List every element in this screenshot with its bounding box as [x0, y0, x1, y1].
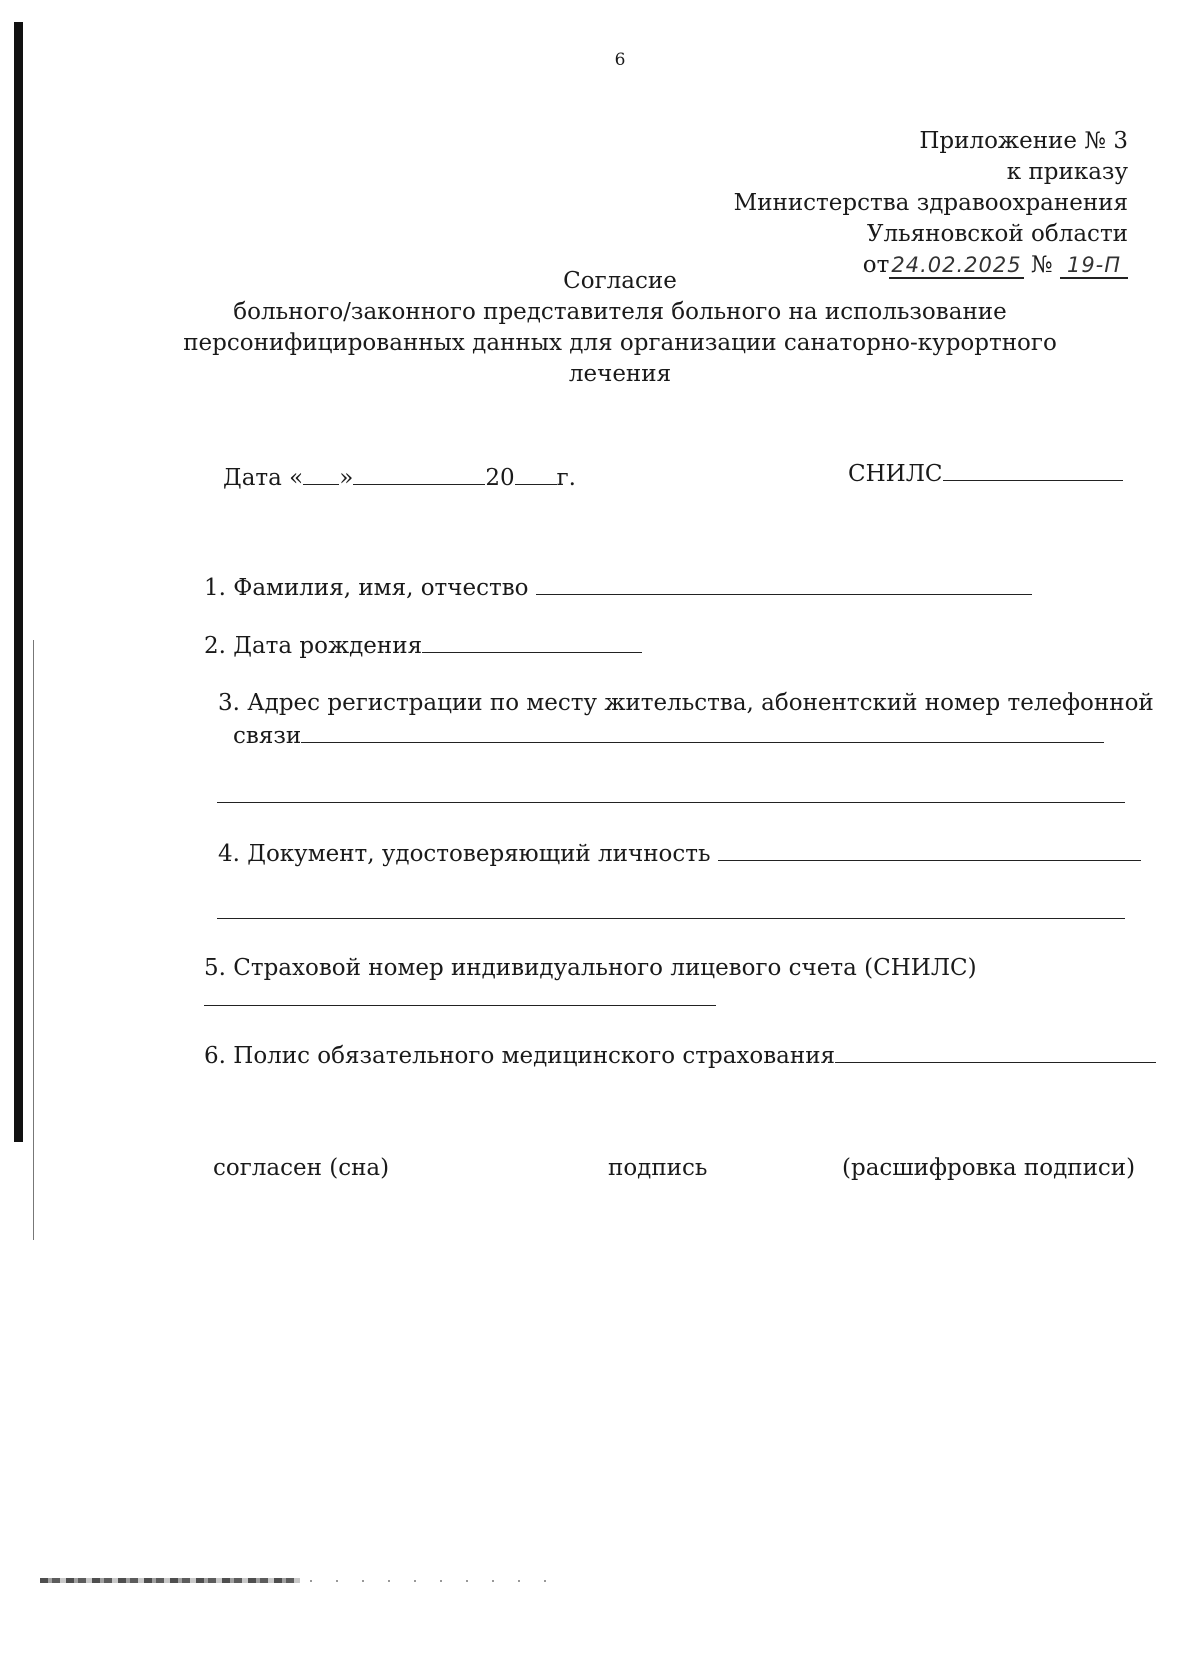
date-year-suffix: г. [556, 465, 576, 491]
title-line-1: Согласие [563, 268, 677, 294]
snils-field-line[interactable] [204, 1005, 716, 1006]
field-address-line1 [218, 688, 1154, 718]
decode-label: (расшифровка подписи) [842, 1155, 1136, 1181]
identity-document-blank[interactable] [718, 838, 1141, 861]
date-year-blank[interactable] [515, 462, 557, 485]
appendix-region: Ульяновской области [866, 221, 1128, 247]
snils-field-label: 5. Страховой номер индивидуального лицевого счета (СНИЛС) [204, 955, 977, 981]
scan-artifact-dots [310, 1580, 560, 1582]
address-label: 3. Адрес регистрации по месту жительства, абонентский номер телефонной [218, 690, 1154, 716]
title-line-2: больного/законного представителя больного на использование [233, 299, 1007, 325]
agree-label: согласен (сна) [213, 1155, 390, 1181]
snils-blank[interactable] [943, 458, 1123, 481]
appendix-header [734, 126, 1128, 281]
order-number-handwritten: 19-П [1060, 253, 1128, 279]
insurance-policy-blank[interactable] [835, 1040, 1156, 1063]
appendix-number: Приложение № 3 [919, 128, 1128, 154]
field-insurance-policy [204, 1040, 1156, 1071]
field-snils [204, 953, 977, 983]
date-row [223, 462, 576, 493]
field-full-name [204, 572, 1032, 603]
address-label-cont: связи [233, 723, 302, 749]
date-quote-close: » [339, 465, 354, 491]
date-day-blank[interactable] [303, 462, 339, 485]
address-blank[interactable] [301, 720, 1104, 743]
document-title [0, 266, 1200, 390]
order-number-prefix: № [1030, 252, 1053, 278]
identity-document-extra-line[interactable] [217, 918, 1125, 919]
full-name-blank[interactable] [536, 572, 1032, 595]
identity-document-label: 4. Документ, удостоверяющий личность [218, 841, 711, 867]
date-year-prefix: 20 [485, 465, 515, 491]
birth-date-label: 2. Дата рождения [204, 633, 423, 659]
scan-artifact [40, 1578, 300, 1583]
scan-edge-mark [14, 22, 23, 1142]
title-line-3: персонифицированных данных для организации санаторно-курортного [183, 330, 1057, 356]
field-identity-document [218, 838, 1141, 869]
page-number: 6 [614, 50, 626, 70]
signature-decode [842, 1153, 1135, 1183]
sign-label: подпись [608, 1155, 708, 1181]
signature-sign [608, 1153, 707, 1183]
field-birth-date [204, 630, 642, 661]
birth-date-blank[interactable] [422, 630, 642, 653]
title-line-4: лечения [568, 361, 672, 387]
full-name-label: 1. Фамилия, имя, отчество [204, 575, 529, 601]
snils-row [848, 458, 1123, 489]
date-label: Дата « [223, 465, 304, 491]
appendix-ministry: Министерства здравоохранения [733, 190, 1128, 216]
insurance-policy-label: 6. Полис обязательного медицинского страхования [204, 1043, 836, 1069]
appendix-order: к приказу [1006, 159, 1128, 185]
scan-edge-line [33, 640, 34, 1240]
snils-label: СНИЛС [848, 461, 943, 487]
signature-agree [213, 1153, 389, 1183]
date-month-blank[interactable] [353, 462, 485, 485]
order-date-prefix: от [862, 252, 890, 278]
field-address-line2 [233, 720, 1104, 751]
address-extra-line[interactable] [217, 802, 1125, 803]
order-date-handwritten: 24.02.2025 [891, 253, 1022, 277]
